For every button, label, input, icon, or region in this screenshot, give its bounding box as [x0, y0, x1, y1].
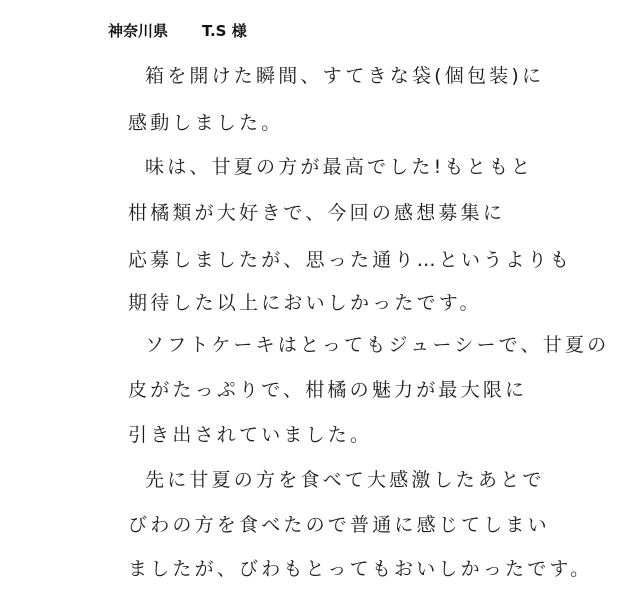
letter-line: ソフトケーキはとってもジューシーで、甘夏の	[145, 334, 610, 356]
letter-line: 期待した以上においしかったです。	[128, 292, 482, 314]
letter-line: 箱を開けた瞬間、すてきな袋(個包装)に	[145, 65, 545, 87]
letter-line: 感動しました。	[128, 112, 284, 134]
letter-line: 先に甘夏の方を食べて大感激したあとで	[145, 469, 545, 491]
letter-header	[108, 18, 247, 42]
letter-line: 皮がたっぷりで、柑橘の魅力が最大限に	[128, 379, 528, 401]
letter-line: 柑橘類が大好きで、今回の感想募集に	[128, 202, 506, 224]
letter-line: びわの方を食べたので普通に感じてしまい	[128, 514, 550, 536]
sender-name: T.S 様	[202, 21, 247, 40]
letter-line: ましたが、びわもとってもおいしかったです。	[128, 558, 593, 580]
letter-line: 味は、甘夏の方が最高でした!もともと	[145, 156, 534, 178]
sender-prefecture: 神奈川県	[108, 21, 169, 40]
letter-line: 応募しましたが、思った通り…というよりも	[128, 249, 573, 271]
letter-line: 引き出されていました。	[128, 424, 373, 446]
